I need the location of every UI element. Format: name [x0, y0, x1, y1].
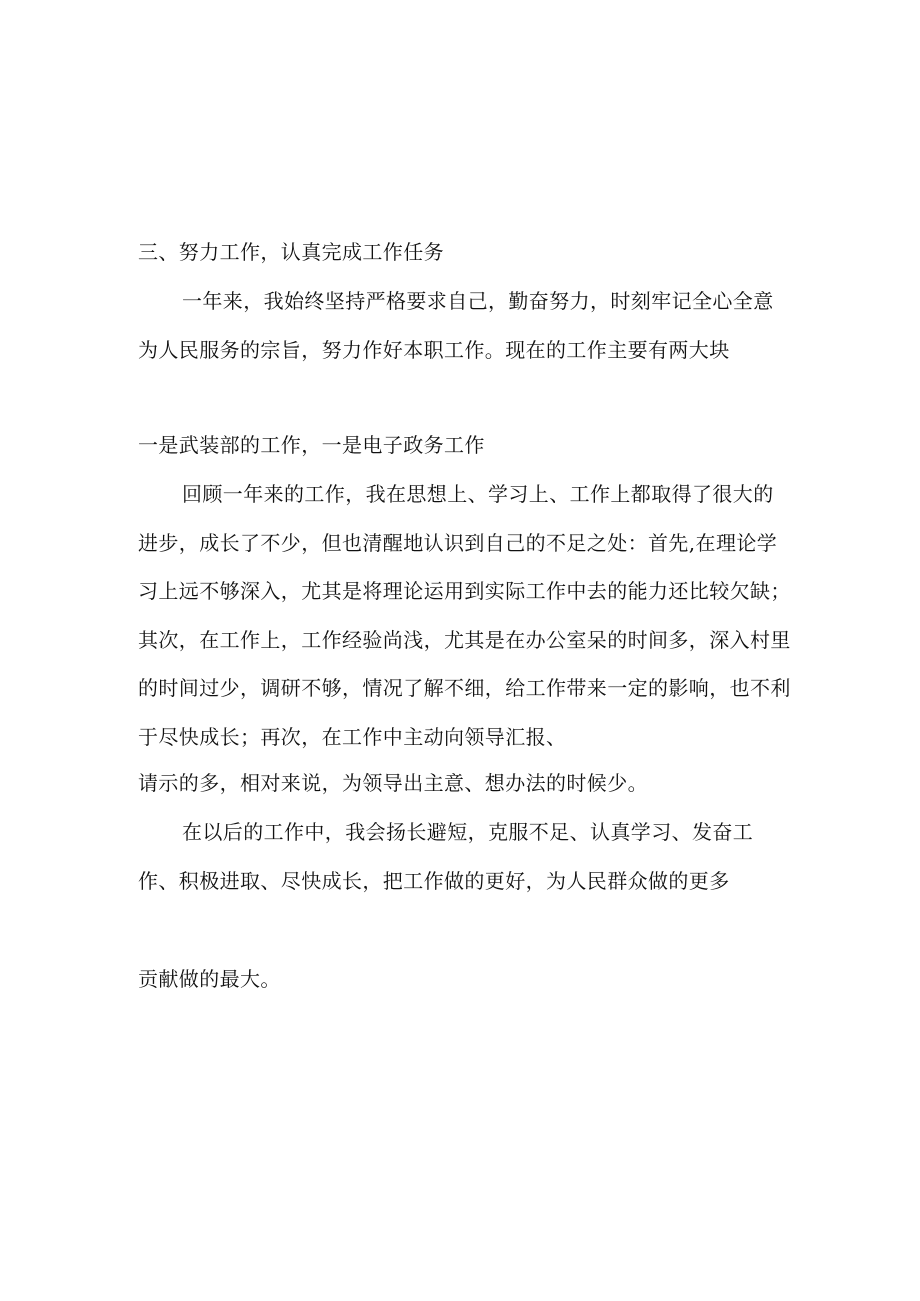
paragraph-line: 其次，在工作上，工作经验尚浅，尤其是在办公室呆的时间多，深入村里 [138, 628, 791, 652]
paragraph-line: 为人民服务的宗旨，努力作好本职工作。现在的工作主要有两大块 [138, 338, 730, 362]
paragraph-line: 于尽快成长；再次，在工作中主动向领导汇报、 [138, 725, 567, 749]
paragraph-line: 习上远不够深入，尤其是将理论运用到实际工作中去的能力还比较欠缺； [138, 579, 791, 603]
paragraph-line: 的时间过少，调研不够，情况了解不细，给工作带来一定的影响，也不利 [138, 676, 791, 700]
paragraph-line: 在以后的工作中，我会扬长避短，克服不足、认真学习、发奋工 [182, 820, 754, 844]
paragraph-line: 一是武装部的工作，一是电子政务工作 [138, 433, 485, 457]
paragraph-line: 一年来，我始终坚持严格要求自己，勤奋努力，时刻牢记全心全意 [182, 289, 774, 313]
paragraph-line: 回顾一年来的工作，我在思想上、学习上、工作上都取得了很大的 [182, 482, 774, 506]
paragraph-line: 贡献做的最大。 [138, 967, 281, 991]
paragraph-line: 作、积极进取、尽快成长，把工作做的更好，为人民群众做的更多 [138, 869, 730, 893]
paragraph-line: 进步，成长了不少，但也清醒地认识到自己的不足之处：首先,在理论学 [138, 531, 778, 555]
section-heading: 三、努力工作，认真完成工作任务 [138, 240, 444, 264]
paragraph-line: 请示的多，相对来说，为领导出主意、想办法的时候少。 [138, 771, 648, 795]
